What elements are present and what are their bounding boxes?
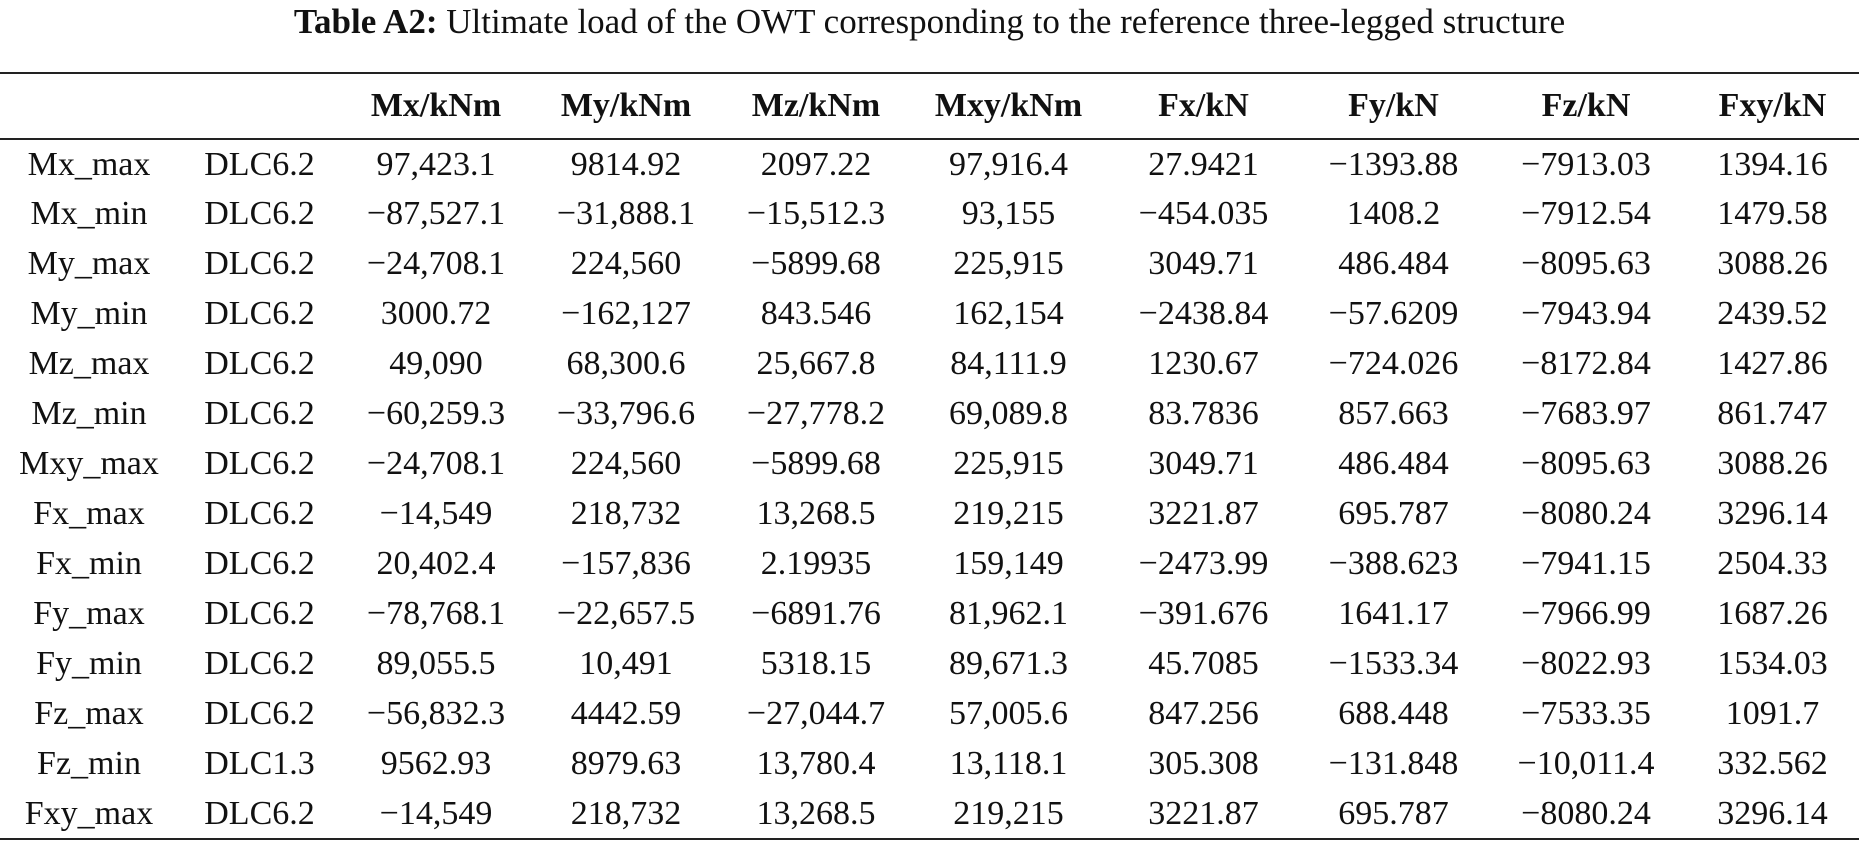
column-header	[178, 73, 341, 139]
value-cell: 13,268.5	[721, 789, 911, 839]
value-cell: 219,215	[911, 789, 1106, 839]
value-cell: −24,708.1	[366, 445, 506, 482]
value-cell: 9814.92	[570, 145, 682, 183]
value-cell: 83.7836	[1148, 395, 1259, 432]
value-cell: 1394.16	[1717, 145, 1828, 183]
value-cell: 1479.58	[1717, 195, 1828, 232]
value-cell: −7943.94	[1521, 295, 1651, 332]
value-cell: −1533.34	[1328, 645, 1459, 682]
table-row	[0, 489, 1859, 539]
table-row	[0, 189, 1859, 239]
table-row	[0, 289, 1859, 339]
value-cell: 2439.52	[1717, 295, 1828, 332]
value-cell: −5899.68	[751, 245, 881, 282]
value-cell: −8022.93	[1521, 645, 1651, 682]
value-cell: −391.676	[1138, 595, 1269, 632]
value-cell: 225,915	[953, 245, 1064, 282]
load-case-cell: Mx_min	[30, 195, 148, 232]
table-row	[0, 139, 1859, 189]
value-cell: 13,780.4	[756, 745, 876, 782]
value-cell: −162,127	[561, 295, 691, 332]
value-cell: −56,832.3	[366, 695, 506, 732]
value-cell: −131.848	[1328, 745, 1459, 782]
value-cell: 305.308	[1148, 745, 1259, 782]
value-cell: 49,090	[389, 345, 483, 382]
dlc-cell: DLC6.2	[204, 145, 315, 183]
value-cell: 1408.2	[1346, 195, 1441, 232]
dlc-cell: DLC6.2	[204, 445, 315, 482]
value-cell: 27.9421	[1148, 145, 1259, 183]
load-case-cell: My_max	[27, 245, 151, 282]
value-cell: −7683.97	[1521, 395, 1651, 432]
dlc-cell: DLC6.2	[204, 195, 315, 232]
table-caption	[0, 2, 1859, 42]
value-cell: −33,796.6	[556, 395, 696, 432]
value-cell: 3000.72	[380, 295, 492, 332]
value-cell: 3088.26	[1717, 245, 1828, 282]
load-case-cell: Fxy_max	[0, 789, 178, 839]
load-case-cell: Mz_max	[28, 345, 150, 382]
value-cell: −60,259.3	[366, 395, 506, 432]
value-cell: 1534.03	[1717, 645, 1828, 682]
load-case-cell: Fx_min	[36, 545, 142, 582]
dlc-cell: DLC1.3	[204, 745, 315, 782]
value-cell: 84,111.9	[950, 345, 1067, 382]
table-row	[0, 389, 1859, 439]
load-case-cell: Mz_min	[31, 395, 147, 432]
value-cell: −57.6209	[1328, 295, 1459, 332]
table-row	[0, 639, 1859, 689]
table-row	[0, 239, 1859, 289]
value-cell: 2097.22	[760, 145, 872, 183]
dlc-cell: DLC6.2	[204, 595, 315, 632]
value-cell: 93,155	[961, 195, 1056, 232]
table-row	[0, 689, 1859, 739]
value-cell: 89,055.5	[376, 645, 496, 682]
ultimate-load-table	[0, 72, 1859, 840]
value-cell: 4442.59	[570, 695, 682, 732]
value-cell: 68,300.6	[566, 345, 686, 382]
value-cell: 97,916.4	[949, 145, 1068, 183]
column-header	[0, 73, 178, 139]
value-cell: −31,888.1	[556, 195, 696, 232]
value-cell: 332.562	[1717, 745, 1828, 782]
value-cell: 5318.15	[760, 645, 872, 682]
value-cell: −7912.54	[1521, 195, 1651, 232]
load-case-cell: Mxy_max	[19, 445, 159, 482]
load-case-cell: Fz_max	[34, 695, 144, 732]
table-row	[0, 339, 1859, 389]
value-cell: 224,560	[570, 245, 682, 282]
column-header: Fz/kN	[1486, 73, 1686, 139]
dlc-cell: DLC6.2	[204, 695, 315, 732]
value-cell: 159,149	[953, 545, 1064, 582]
header-row	[0, 73, 1859, 139]
value-cell: 857.663	[1338, 395, 1449, 432]
value-cell: 486.484	[1338, 445, 1449, 482]
value-cell: 10,491	[579, 645, 673, 682]
value-cell: −14,549	[341, 789, 531, 839]
value-cell: 218,732	[531, 789, 721, 839]
load-case-cell: Mx_max	[27, 145, 151, 183]
caption-label: Table A2:	[293, 2, 438, 41]
value-cell: 69,089.8	[949, 395, 1068, 432]
caption-text: Ultimate load of the OWT corresponding to the reference three-legged structure	[446, 2, 1566, 41]
value-cell: −7941.15	[1521, 545, 1651, 582]
value-cell: 13,118.1	[949, 745, 1068, 782]
value-cell: 1687.26	[1717, 595, 1828, 632]
dlc-cell: DLC6.2	[178, 789, 341, 839]
value-cell: 847.256	[1148, 695, 1259, 732]
value-cell: −2473.99	[1138, 545, 1269, 582]
table-row	[0, 589, 1859, 639]
dlc-cell: DLC6.2	[204, 495, 315, 532]
value-cell: 97,423.1	[376, 145, 496, 183]
value-cell: 486.484	[1338, 245, 1449, 282]
value-cell: 688.448	[1338, 695, 1449, 732]
value-cell: −8080.24	[1521, 495, 1651, 532]
value-cell: −7533.35	[1521, 695, 1651, 732]
load-case-cell: Fy_max	[33, 595, 145, 632]
value-cell: −2438.84	[1138, 295, 1269, 332]
value-cell: 3221.87	[1148, 495, 1259, 532]
value-cell: 2504.33	[1717, 545, 1828, 582]
value-cell: 3296.14	[1717, 495, 1828, 532]
column-header: Fy/kN	[1301, 73, 1486, 139]
table-row	[0, 739, 1859, 789]
value-cell: 218,732	[570, 495, 682, 532]
value-cell: 695.787	[1301, 789, 1486, 839]
value-cell: −14,549	[379, 495, 493, 532]
dlc-cell: DLC6.2	[204, 395, 315, 432]
value-cell: −8080.24	[1486, 789, 1686, 839]
table-row	[0, 789, 1859, 839]
dlc-cell: DLC6.2	[204, 645, 315, 682]
value-cell: −724.026	[1328, 345, 1459, 382]
value-cell: −157,836	[561, 545, 691, 582]
value-cell: −1393.88	[1328, 145, 1459, 183]
column-header: Mz/kNm	[721, 73, 911, 139]
load-case-cell: Fy_min	[36, 645, 142, 682]
value-cell: 225,915	[953, 445, 1064, 482]
value-cell: −27,778.2	[746, 395, 886, 432]
dlc-cell: DLC6.2	[204, 295, 315, 332]
value-cell: 695.787	[1338, 495, 1449, 532]
value-cell: 162,154	[953, 295, 1064, 332]
value-cell: −24,708.1	[366, 245, 506, 282]
table-header	[0, 73, 1859, 139]
table-body	[0, 139, 1859, 839]
dlc-cell: DLC6.2	[204, 245, 315, 282]
value-cell: −10,011.4	[1517, 745, 1655, 782]
value-cell: 1641.17	[1338, 595, 1449, 632]
value-cell: −454.035	[1138, 195, 1269, 232]
value-cell: 25,667.8	[756, 345, 876, 382]
table-row	[0, 539, 1859, 589]
value-cell: 81,962.1	[949, 595, 1068, 632]
load-case-cell: Fx_max	[33, 495, 145, 532]
load-case-cell: Fz_min	[37, 745, 141, 782]
value-cell: −8095.63	[1521, 445, 1651, 482]
value-cell: −15,512.3	[746, 195, 886, 232]
value-cell: −388.623	[1328, 545, 1459, 582]
value-cell: 20,402.4	[376, 545, 496, 582]
column-header: Fx/kN	[1106, 73, 1301, 139]
value-cell: 57,005.6	[949, 695, 1068, 732]
value-cell: 2.19935	[760, 545, 872, 582]
value-cell: 224,560	[570, 445, 682, 482]
value-cell: 3049.71	[1148, 445, 1259, 482]
value-cell: −5899.68	[751, 445, 881, 482]
value-cell: 8979.63	[570, 745, 682, 782]
value-cell: 861.747	[1717, 395, 1828, 432]
value-cell: −87,527.1	[366, 195, 506, 232]
value-cell: 89,671.3	[949, 645, 1068, 682]
value-cell: −7966.99	[1521, 595, 1651, 632]
value-cell: 1091.7	[1725, 695, 1820, 732]
value-cell: 9562.93	[380, 745, 492, 782]
value-cell: 13,268.5	[756, 495, 876, 532]
column-header: Fxy/kN	[1686, 73, 1859, 139]
table-row	[0, 439, 1859, 489]
load-case-cell: My_min	[30, 295, 148, 332]
value-cell: 3049.71	[1148, 245, 1259, 282]
value-cell: 1230.67	[1148, 345, 1259, 382]
value-cell: 843.546	[760, 295, 872, 332]
value-cell: −78,768.1	[366, 595, 506, 632]
value-cell: −8095.63	[1521, 245, 1651, 282]
value-cell: 1427.86	[1717, 345, 1828, 382]
value-cell: −22,657.5	[556, 595, 696, 632]
value-cell: 3088.26	[1717, 445, 1828, 482]
column-header: Mx/kNm	[341, 73, 531, 139]
dlc-cell: DLC6.2	[204, 345, 315, 382]
value-cell: 45.7085	[1148, 645, 1259, 682]
value-cell: −7913.03	[1521, 145, 1651, 183]
value-cell: 3221.87	[1106, 789, 1301, 839]
value-cell: 219,215	[953, 495, 1064, 532]
value-cell: 3296.14	[1686, 789, 1859, 839]
value-cell: −6891.76	[751, 595, 881, 632]
value-cell: −27,044.7	[746, 695, 886, 732]
column-header: Mxy/kNm	[911, 73, 1106, 139]
value-cell: −8172.84	[1521, 345, 1651, 382]
column-header: My/kNm	[531, 73, 721, 139]
dlc-cell: DLC6.2	[204, 545, 315, 582]
